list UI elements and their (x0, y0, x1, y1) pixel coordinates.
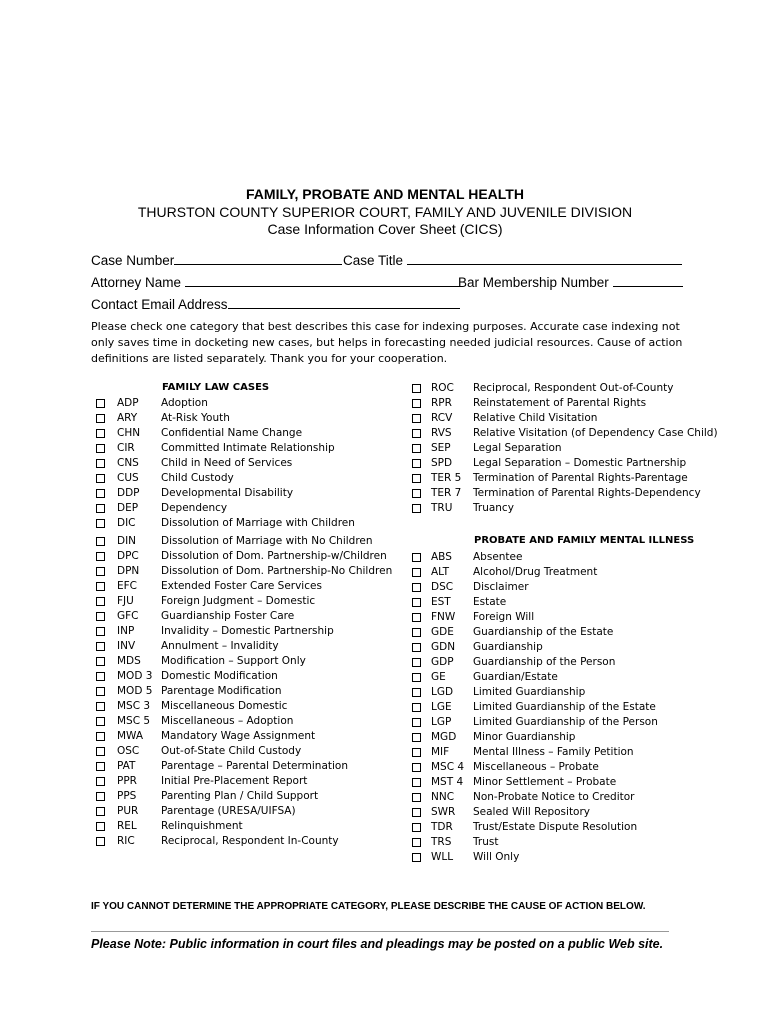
category-description: Parentage Modification (161, 685, 282, 697)
category-description: Child in Need of Services (161, 457, 293, 469)
category-description: Reciprocal, Respondent In-County (161, 835, 339, 847)
attorney-name-field (91, 274, 460, 290)
category-description: Termination of Parental Rights-Parentage (473, 472, 688, 484)
category-checkbox[interactable] (96, 807, 105, 816)
category-description: Alcohol/Drug Treatment (473, 566, 598, 578)
category-description: Modification – Support Only (161, 655, 306, 667)
category-checkbox[interactable] (412, 823, 421, 832)
case-title-label: Case Title (343, 253, 404, 268)
category-code: PPS (117, 790, 137, 802)
category-checkbox[interactable] (96, 687, 105, 696)
category-checkbox[interactable] (96, 642, 105, 651)
category-code: ALT (431, 566, 450, 578)
category-description: Dissolution of Marriage with Children (161, 517, 355, 529)
category-description: Trust/Estate Dispute Resolution (473, 821, 638, 833)
category-description: Legal Separation (473, 442, 562, 454)
category-code: CNS (117, 457, 139, 469)
category-description: Absentee (473, 551, 523, 563)
case-number-field (91, 252, 342, 268)
category-code: MWA (117, 730, 144, 742)
category-description: Guardianship (473, 641, 543, 653)
category-description: Parenting Plan / Child Support (161, 790, 319, 802)
category-description: Limited Guardianship (473, 686, 586, 698)
category-description: Guardianship of the Person (473, 656, 616, 668)
category-checkbox[interactable] (412, 459, 421, 468)
category-checkbox[interactable] (412, 429, 421, 438)
category-code: GFC (117, 610, 139, 622)
category-code: SPD (431, 457, 453, 469)
category-description: Reciprocal, Respondent Out-of-County (473, 382, 674, 394)
case-title-field (343, 252, 682, 268)
category-code: DPN (117, 565, 140, 577)
category-checkbox[interactable] (96, 672, 105, 681)
category-description: Annulment – Invalidity (161, 640, 279, 652)
category-description: Miscellaneous – Probate (473, 761, 599, 773)
attorney-name-label: Attorney Name (91, 275, 182, 290)
family-law-heading: FAMILY LAW CASES (162, 382, 270, 393)
category-checkbox[interactable] (412, 598, 421, 607)
category-description: Minor Settlement – Probate (473, 776, 617, 788)
category-code: MSC 4 (431, 761, 465, 773)
category-description: Will Only (473, 851, 520, 863)
category-checkbox[interactable] (412, 628, 421, 637)
category-code: LGE (431, 701, 452, 713)
category-checkbox[interactable] (412, 444, 421, 453)
category-description: Initial Pre-Placement Report (161, 775, 308, 787)
category-checkbox[interactable] (412, 763, 421, 772)
category-code: DSC (431, 581, 454, 593)
category-checkbox[interactable] (96, 582, 105, 591)
category-code: INV (117, 640, 136, 652)
category-description: Limited Guardianship of the Person (473, 716, 658, 728)
category-description: Trust (473, 836, 499, 848)
category-description: Termination of Parental Rights-Dependency (473, 487, 701, 499)
category-checkbox[interactable] (412, 748, 421, 757)
category-code: DIN (117, 535, 137, 547)
probate-heading: PROBATE AND FAMILY MENTAL ILLNESS (474, 535, 695, 546)
category-code: GDE (431, 626, 454, 638)
public-information-note: Please Note: Public information in court files and pleadings may be posted on a public Web site. (91, 937, 664, 951)
category-code: TDR (431, 821, 453, 833)
category-code: OSC (117, 745, 140, 757)
category-description: Invalidity – Domestic Partnership (161, 625, 334, 637)
category-description: Guardianship of the Estate (473, 626, 614, 638)
category-description: Foreign Judgment – Domestic (161, 595, 316, 607)
category-code: DPC (117, 550, 139, 562)
category-checkbox[interactable] (412, 504, 421, 513)
category-checkbox[interactable] (96, 414, 105, 423)
category-checkbox[interactable] (96, 717, 105, 726)
category-code: FNW (431, 611, 456, 623)
attorney-name-input[interactable] (185, 274, 460, 287)
category-code: RIC (117, 835, 135, 847)
category-checkbox[interactable] (96, 489, 105, 498)
court-name: THURSTON COUNTY SUPERIOR COURT, FAMILY AND JUVENILE DIVISION (137, 204, 633, 220)
category-description: Minor Guardianship (473, 731, 576, 743)
category-code: PAT (117, 760, 136, 772)
category-code: INP (117, 625, 135, 637)
category-checkbox[interactable] (96, 537, 105, 546)
category-description: Foreign Will (473, 611, 535, 623)
category-description: Relinquishment (161, 820, 243, 832)
category-description: Extended Foster Care Services (161, 580, 322, 592)
category-code: TER 5 (431, 472, 462, 484)
category-code: TRU (431, 502, 453, 514)
category-checkbox[interactable] (96, 762, 105, 771)
category-description: At-Risk Youth (161, 412, 230, 424)
category-checkbox[interactable] (412, 568, 421, 577)
category-description: Out-of-State Child Custody (161, 745, 302, 757)
category-code: MOD 3 (117, 670, 153, 682)
category-code: CUS (117, 472, 139, 484)
case-number-input[interactable] (174, 252, 342, 265)
category-code: GDP (431, 656, 454, 668)
category-checkbox[interactable] (412, 778, 421, 787)
category-checkbox[interactable] (96, 612, 105, 621)
category-description: Estate (473, 596, 507, 608)
category-code: PPR (117, 775, 137, 787)
category-checkbox[interactable] (96, 552, 105, 561)
category-description: Reinstatement of Parental Rights (473, 397, 647, 409)
category-description: Relative Visitation (of Dependency Case Child) (473, 427, 718, 439)
category-checkbox[interactable] (96, 657, 105, 666)
bar-number-label: Bar Membership Number (458, 275, 609, 290)
category-code: CIR (117, 442, 135, 454)
category-checkbox[interactable] (96, 567, 105, 576)
category-code: EST (431, 596, 451, 608)
category-description: Confidential Name Change (161, 427, 303, 439)
category-code: SWR (431, 806, 456, 818)
category-checkbox[interactable] (412, 489, 421, 498)
category-code: TRS (431, 836, 452, 848)
category-checkbox[interactable] (96, 822, 105, 831)
category-code: ADP (117, 397, 139, 409)
category-checkbox[interactable] (96, 747, 105, 756)
category-checkbox[interactable] (96, 792, 105, 801)
category-code: RVS (431, 427, 452, 439)
category-checkbox[interactable] (96, 837, 105, 846)
category-description: Dissolution of Dom. Partnership-w/Children (161, 550, 387, 562)
category-checkbox[interactable] (412, 613, 421, 622)
category-description: Disclaimer (473, 581, 529, 593)
category-checkbox[interactable] (412, 808, 421, 817)
category-checkbox[interactable] (96, 702, 105, 711)
category-description: Legal Separation – Domestic Partnership (473, 457, 687, 469)
category-description: Domestic Modification (161, 670, 278, 682)
category-code: WLL (431, 851, 454, 863)
category-checkbox[interactable] (96, 474, 105, 483)
category-code: NNC (431, 791, 455, 803)
category-checkbox[interactable] (412, 838, 421, 847)
category-description: Dissolution of Dom. Partnership-No Children (161, 565, 393, 577)
divider-line (91, 931, 669, 932)
category-description: Miscellaneous Domestic (161, 700, 288, 712)
category-code: MGD (431, 731, 457, 743)
category-checkbox[interactable] (96, 444, 105, 453)
category-checkbox[interactable] (96, 732, 105, 741)
category-code: SEP (431, 442, 451, 454)
category-checkbox[interactable] (412, 703, 421, 712)
bar-number-field (458, 274, 683, 290)
category-description: Mental Illness – Family Petition (473, 746, 634, 758)
case-number-label: Case Number (91, 253, 175, 268)
category-description: Parentage (URESA/UIFSA) (161, 805, 296, 817)
category-description: Mandatory Wage Assignment (161, 730, 316, 742)
category-code: MSC 3 (117, 700, 151, 712)
category-code: DEP (117, 502, 139, 514)
category-checkbox[interactable] (412, 474, 421, 483)
category-checkbox[interactable] (412, 553, 421, 562)
category-checkbox[interactable] (412, 583, 421, 592)
contact-email-input[interactable] (228, 296, 460, 309)
category-code: CHN (117, 427, 141, 439)
category-code: RCV (431, 412, 453, 424)
category-code: MIF (431, 746, 450, 758)
category-checkbox[interactable] (96, 597, 105, 606)
contact-email-field (91, 296, 460, 312)
category-description: Child Custody (161, 472, 234, 484)
category-checkbox[interactable] (412, 384, 421, 393)
category-description: Parentage – Parental Determination (161, 760, 349, 772)
category-code: REL (117, 820, 137, 832)
category-description: Miscellaneous – Adoption (161, 715, 294, 727)
category-code: ABS (431, 551, 452, 563)
sheet-name: Case Information Cover Sheet (CICS) (267, 221, 503, 237)
category-checkbox[interactable] (96, 777, 105, 786)
category-description: Relative Child Visitation (473, 412, 598, 424)
category-description: Committed Intimate Relationship (161, 442, 335, 454)
category-code: DDP (117, 487, 140, 499)
category-code: GE (431, 671, 446, 683)
category-code: MOD 5 (117, 685, 153, 697)
category-description: Adoption (161, 397, 208, 409)
category-checkbox[interactable] (412, 793, 421, 802)
category-code: LGD (431, 686, 454, 698)
category-description: Sealed Will Repository (473, 806, 591, 818)
category-checkbox[interactable] (412, 688, 421, 697)
category-description: Dependency (161, 502, 228, 514)
category-checkbox[interactable] (412, 673, 421, 682)
category-code: PUR (117, 805, 139, 817)
category-checkbox[interactable] (96, 504, 105, 513)
category-checkbox[interactable] (96, 459, 105, 468)
category-description: Guardianship Foster Care (161, 610, 295, 622)
instructions-paragraph: Please check one category that best describes this case for indexing purposes. Accurate case indexing not only saves time in docketing new cases, but helps in forecasting needed judicial resources. Cause of action definitions are listed separately. Thank you for your cooperation. (91, 320, 683, 365)
category-code: ROC (431, 382, 454, 394)
category-code: TER 7 (431, 487, 462, 499)
category-description: Dissolution of Marriage with No Children (161, 535, 373, 547)
case-title-input[interactable] (407, 252, 682, 265)
bar-number-input[interactable] (613, 274, 683, 287)
category-checkbox[interactable] (412, 658, 421, 667)
category-code: GDN (431, 641, 456, 653)
cause-of-action-instruction: IF YOU CANNOT DETERMINE THE APPROPRIATE CATEGORY, PLEASE DESCRIBE THE CAUSE OF ACTION BELOW. (91, 901, 646, 912)
category-checkbox[interactable] (412, 733, 421, 742)
contact-email-label: Contact Email Address (91, 297, 228, 312)
category-code: EFC (117, 580, 138, 592)
category-description: Truancy (473, 502, 514, 514)
category-checkbox[interactable] (412, 853, 421, 862)
category-code: ARY (117, 412, 138, 424)
category-checkbox[interactable] (412, 643, 421, 652)
category-description: Limited Guardianship of the Estate (473, 701, 656, 713)
category-checkbox[interactable] (412, 718, 421, 727)
category-code: FJU (117, 595, 134, 607)
category-checkbox[interactable] (96, 399, 105, 408)
category-code: LGP (431, 716, 452, 728)
category-checkbox[interactable] (96, 627, 105, 636)
category-checkbox[interactable] (412, 399, 421, 408)
category-description: Guardian/Estate (473, 671, 558, 683)
category-code: RPR (431, 397, 452, 409)
category-code: MSC 5 (117, 715, 151, 727)
category-code: MST 4 (431, 776, 464, 788)
category-checkbox[interactable] (96, 519, 105, 528)
category-description: Developmental Disability (161, 487, 294, 499)
category-checkbox[interactable] (96, 429, 105, 438)
category-code: MDS (117, 655, 141, 667)
category-checkbox[interactable] (412, 414, 421, 423)
category-description: Non-Probate Notice to Creditor (473, 791, 635, 803)
form-title: FAMILY, PROBATE AND MENTAL HEALTH (246, 186, 524, 202)
category-code: DIC (117, 517, 136, 529)
